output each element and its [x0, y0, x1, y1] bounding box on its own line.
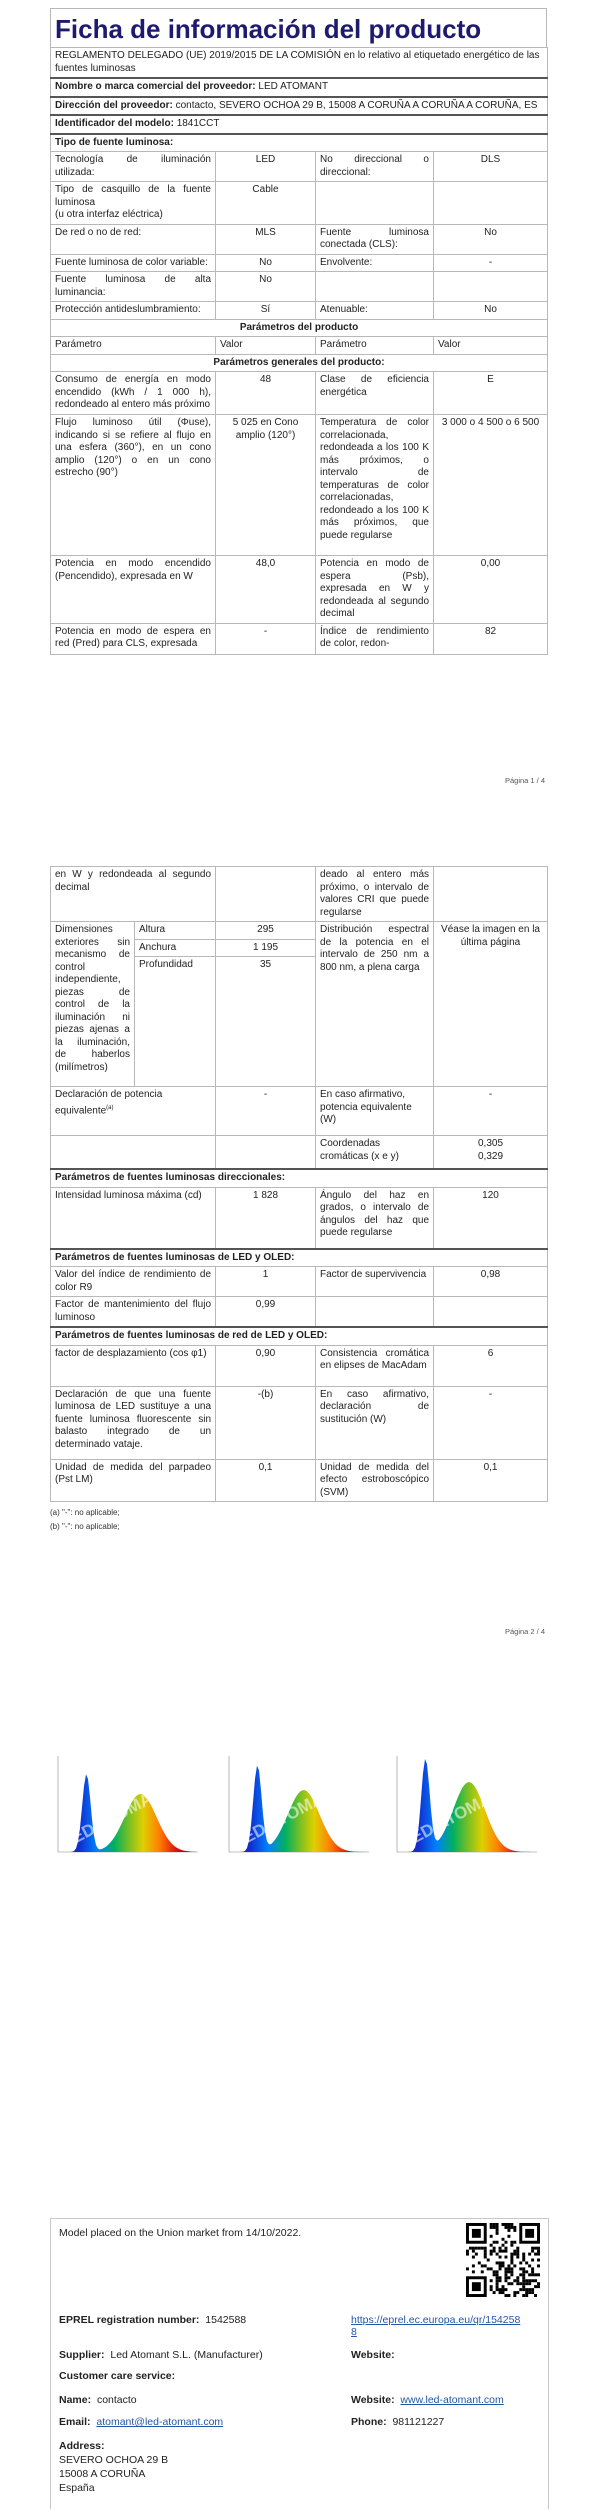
- mains_rows-value-2: -: [434, 1386, 548, 1459]
- general_rows-value-2: 82: [434, 623, 548, 654]
- email-row: [59, 2416, 223, 2428]
- general_rows-value-2: 3 000 o 4 500 o 6 500: [434, 415, 548, 556]
- general_rows-label-2: Temperatura de color correlacionada, redondeada a los 100 K más próximos, o intervalo de temperaturas de color correlacionadas, redondeado a los 100 K más próximos, que puede regularse: [316, 415, 434, 556]
- dim-height-label: Altura: [135, 922, 216, 940]
- contact-name-row: [59, 2394, 137, 2406]
- type_rows-value-2: [434, 182, 548, 225]
- type_rows-label: Tecnología de iluminación utilizada:: [51, 152, 216, 182]
- address-line-2: 15008 A CORUÑA: [59, 2468, 146, 2480]
- watermark: LED ATOMANT: [230, 1778, 347, 1853]
- general_rows-value: 48: [216, 372, 316, 415]
- led_rows-label-2: [316, 1297, 434, 1328]
- email-label: Email:: [59, 2416, 91, 2428]
- address-value: contacto, SEVERO OCHOA 29 B, 15008 A CORUÑA A CORUÑA A CORUÑA, ES: [175, 99, 538, 111]
- website-row: [351, 2349, 395, 2361]
- type_rows-label: Protección antideslumbramiento:: [51, 302, 216, 320]
- spectral-value: Véase la imagen en la última página: [434, 922, 548, 1087]
- address-row: [51, 97, 548, 116]
- eprel-reg-value: 1542588: [205, 2314, 247, 2326]
- beam-angle-label: Ángulo del haz en grados, o intervalo de ángulos del haz que puede regularse: [316, 1187, 434, 1249]
- type_rows-row: [51, 272, 548, 302]
- empty-cell: [434, 867, 548, 922]
- footnote-a-ref: (a): [106, 1104, 114, 1111]
- led_rows-value: 0,99: [216, 1297, 316, 1328]
- mains_rows-value-2: 0,1: [434, 1459, 548, 1502]
- watermark: LED ATOMANT: [398, 1778, 515, 1853]
- general_rows-label-2: Potencia en modo de espera (Psb), expresada en W y redondeada al segundo decimal: [316, 556, 434, 624]
- led_rows-value-2: [434, 1297, 548, 1328]
- chroma-label: Coordenadas cromáticas (x e y): [316, 1136, 434, 1170]
- dim-depth-value: 35: [216, 957, 316, 1087]
- standby-cont: en W y redondeada al segundo decimal: [51, 867, 216, 922]
- footnote-b: (b) "-": no aplicable;: [50, 1522, 120, 1531]
- supplier-label: Nombre o marca comercial del proveedor:: [55, 81, 256, 92]
- equiv-label-text: Declaración de potencia equivalente: [55, 1089, 163, 1116]
- dim-depth-label: Profundidad: [135, 957, 216, 1087]
- equiv-power-value: -: [434, 1087, 548, 1136]
- watermark: LED ATOMANT: [59, 1778, 176, 1853]
- contact-website-label: Website:: [351, 2394, 395, 2406]
- footnotes: [50, 1506, 547, 1534]
- led_rows-label: Factor de mantenimiento del flujo luminoso: [51, 1297, 216, 1328]
- type_rows-value: No: [216, 272, 316, 302]
- phone-label: Phone:: [351, 2416, 387, 2428]
- general_rows-label: Potencia en modo encendido (Pencendido), expresada en W: [51, 556, 216, 624]
- chroma-value: [434, 1136, 548, 1170]
- intensity-label: Intensidad luminosa máxima (cd): [51, 1187, 216, 1249]
- eprel-section: [50, 2218, 549, 2509]
- dim-height-value: 295: [216, 922, 316, 940]
- empty-cell: [216, 1136, 316, 1170]
- page-number-2: Página 2 / 4: [504, 1627, 545, 1636]
- beam-angle-value: 120: [434, 1187, 548, 1249]
- customer-care-row: [59, 2370, 175, 2382]
- general_rows-row: [51, 415, 548, 556]
- type-header: Tipo de fuente luminosa:: [51, 134, 548, 152]
- type_rows-row: [51, 152, 548, 182]
- eprel-reg-label: EPREL registration number:: [59, 2314, 200, 2326]
- type_rows-label: Fuente luminosa de color variable:: [51, 254, 216, 272]
- general_rows-row: [51, 556, 548, 624]
- general_rows-row: [51, 372, 548, 415]
- col-value-2: Valor: [434, 337, 548, 355]
- type_rows-value-2: [434, 272, 548, 302]
- cri-cont: deado al entero más próximo, o intervalo de valores CRI que puede regularse: [316, 867, 434, 922]
- supplier-value: LED ATOMANT: [258, 81, 329, 92]
- type_rows-label-2: [316, 182, 434, 225]
- placed-on-market: Model placed on the Union market from 14/10/2022.: [59, 2227, 302, 2239]
- type_rows-row: [51, 182, 548, 225]
- led-rows: [51, 1267, 548, 1328]
- mains_rows-label-2: En caso afirmativo, declaración de sustitución (W): [316, 1386, 434, 1459]
- phone-value: 981121227: [392, 2416, 445, 2428]
- page-number-1: Página 1 / 4: [504, 776, 545, 785]
- dims-label: Dimensiones exteriores sin mecanismo de control independiente, piezas de control de la iluminación ni piezas ajenas a la iluminación, de haberlos (milímetros): [51, 922, 135, 1087]
- address-block: [59, 2439, 168, 2495]
- regulation-text: REGLAMENTO DELEGADO (UE) 2019/2015 DE LA COMISIÓN en lo relativo al etiquetado energético de las fuentes luminosas: [51, 48, 548, 79]
- type_rows-value: MLS: [216, 224, 316, 254]
- spectrum-chart-6500k: [389, 1750, 541, 1860]
- type_rows-value: Sí: [216, 302, 316, 320]
- dim-width-label: Anchura: [135, 939, 216, 957]
- mains_rows-value: 0,1: [216, 1459, 316, 1502]
- general-title: Parámetros generales del producto:: [51, 354, 548, 372]
- document-title: Ficha de información del producto: [55, 14, 482, 44]
- mains_rows-value-2: 6: [434, 1345, 548, 1386]
- supplier-row: [51, 78, 548, 97]
- general_rows-label: Potencia en modo de espera en red (Pred) para CLS, expresada: [51, 623, 216, 654]
- mains-title: Parámetros de fuentes luminosas de red de LED y OLED:: [51, 1327, 548, 1345]
- type_rows-value-2: No: [434, 224, 548, 254]
- led-title: Parámetros de fuentes luminosas de LED y OLED:: [51, 1249, 548, 1267]
- page-2: [50, 866, 547, 1534]
- general_rows-label-2: Clase de eficiencia energética: [316, 372, 434, 415]
- general_rows-value-2: E: [434, 372, 548, 415]
- spectrum-chart-3000k: [50, 1750, 202, 1860]
- contact-website-row: [351, 2394, 504, 2406]
- mains_rows-label: Declaración de que una fuente luminosa de LED sustituye a una fuente luminosa fluorescente sin balasto integrado de un determinado vataje.: [51, 1386, 216, 1459]
- intensity-value: 1 828: [216, 1187, 316, 1249]
- address-label: Address:: [59, 2440, 105, 2452]
- supplier-value: Led Atomant S.L. (Manufacturer): [110, 2349, 263, 2361]
- eprel-url-link[interactable]: https://eprel.ec.europa.eu/qr/1542588: [351, 2314, 521, 2338]
- mains_rows-row: [51, 1459, 548, 1502]
- website-label: Website:: [351, 2349, 395, 2361]
- phone-row: [351, 2416, 444, 2428]
- led_rows-label: Valor del índice de rendimiento de color R9: [51, 1267, 216, 1297]
- mains_rows-label-2: Consistencia cromática en elipses de MacAdam: [316, 1345, 434, 1386]
- mains_rows-label-2: Unidad de medida del efecto estroboscópico (SVM): [316, 1459, 434, 1502]
- address-line-1: SEVERO OCHOA 29 B: [59, 2454, 169, 2466]
- type_rows-label-2: Envolvente:: [316, 254, 434, 272]
- general_rows-value: 5 025 en Cono amplio (120°): [216, 415, 316, 556]
- equiv-power-label: En caso afirmativo, potencia equivalente (W): [316, 1087, 434, 1136]
- type_rows-row: [51, 224, 548, 254]
- empty-cell: [51, 1136, 216, 1170]
- type_rows-row: [51, 254, 548, 272]
- address-line-3: España: [59, 2482, 95, 2494]
- customer-care-label: Customer care service:: [59, 2370, 176, 2382]
- general_rows-row: [51, 623, 548, 654]
- equiv-value: -: [216, 1087, 316, 1136]
- led_rows-label-2: Factor de supervivencia: [316, 1267, 434, 1297]
- type_rows-row: [51, 302, 548, 320]
- led_rows-value: 1: [216, 1267, 316, 1297]
- type_rows-value-2: -: [434, 254, 548, 272]
- type_rows-label-2: Fuente luminosa conectada (CLS):: [316, 224, 434, 254]
- type_rows-label: Fuente luminosa de alta luminancia:: [51, 272, 216, 302]
- general_rows-value: 48,0: [216, 556, 316, 624]
- params-title: Parámetros del producto: [51, 319, 548, 337]
- qr-code-icon[interactable]: [466, 2223, 540, 2297]
- led_rows-row: [51, 1297, 548, 1328]
- chroma-x: 0,305: [478, 1138, 504, 1149]
- eprel-url-row: [351, 2314, 521, 2338]
- general_rows-label-2: Índice de rendimiento de color, redon-: [316, 623, 434, 654]
- type-rows: [51, 152, 548, 320]
- mains_rows-row: [51, 1345, 548, 1386]
- dim-width-value: 1 195: [216, 939, 316, 957]
- spectral-label: Distribución espectral de la potencia en el intervalo de 250 nm a 800 nm, a plena carga: [316, 922, 434, 1087]
- chroma-y: 0,329: [478, 1150, 504, 1162]
- mains_rows-label: Unidad de medida del parpadeo (Pst LM): [51, 1459, 216, 1502]
- model-value: 1841CCT: [176, 118, 220, 129]
- type_rows-label-2: [316, 272, 434, 302]
- type_rows-label: De red o no de red:: [51, 224, 216, 254]
- type_rows-value: Cable: [216, 182, 316, 225]
- mains-rows: [51, 1345, 548, 1502]
- led_rows-row: [51, 1267, 548, 1297]
- empty-cell: [216, 867, 316, 922]
- led_rows-value-2: 0,98: [434, 1267, 548, 1297]
- contact-name-value: contacto: [96, 2394, 137, 2406]
- general_rows-value-2: 0,00: [434, 556, 548, 624]
- model-label: Identificador del modelo:: [55, 118, 174, 129]
- col-param-2: Parámetro: [316, 337, 434, 355]
- type_rows-value: LED: [216, 152, 316, 182]
- type_rows-value-2: DLS: [434, 152, 548, 182]
- contact-name-label: Name:: [59, 2394, 92, 2406]
- general-rows: [51, 372, 548, 655]
- col-value: Valor: [216, 337, 316, 355]
- mains_rows-row: [51, 1386, 548, 1459]
- email-link[interactable]: atomant@led-atomant.com: [96, 2416, 224, 2428]
- page-1: [50, 8, 547, 655]
- model-row: [51, 115, 548, 134]
- general_rows-label: Flujo luminoso útil (Φuse), indicando si se refiere al flujo en una esfera (360°), en un cono amplio (120°) o en un cono estrecho (90°): [51, 415, 216, 556]
- mains_rows-label: factor de desplazamiento (cos φ1): [51, 1345, 216, 1386]
- mains_rows-value: -(b): [216, 1386, 316, 1459]
- supplier-label: Supplier:: [59, 2349, 105, 2361]
- mains_rows-value: 0,90: [216, 1345, 316, 1386]
- product-info-table-cont: [50, 866, 548, 1502]
- type_rows-label-2: No direccional o direccional:: [316, 152, 434, 182]
- type_rows-label-2: Atenuable:: [316, 302, 434, 320]
- general_rows-label: Consumo de energía en modo encendido (kWh / 1 000 h), redondeado al entero más próximo: [51, 372, 216, 415]
- type_rows-label: Tipo de casquillo de la fuente luminosa (u otra interfaz eléctrica): [51, 182, 216, 225]
- supplier-row: [59, 2349, 263, 2361]
- contact-website-link[interactable]: www.led-atomant.com: [400, 2394, 504, 2406]
- footnote-a: (a) "-": no aplicable;: [50, 1508, 120, 1517]
- directional-title: Parámetros de fuentes luminosas direccionales:: [51, 1169, 548, 1187]
- type_rows-value-2: No: [434, 302, 548, 320]
- address-label: Dirección del proveedor:: [55, 99, 173, 111]
- equiv-label: [51, 1087, 216, 1136]
- product-info-table: [50, 47, 548, 655]
- general_rows-value: -: [216, 623, 316, 654]
- spectrum-chart-4500k: [221, 1750, 373, 1860]
- col-param: Parámetro: [51, 337, 216, 355]
- eprel-reg-row: [59, 2314, 246, 2326]
- type_rows-value: No: [216, 254, 316, 272]
